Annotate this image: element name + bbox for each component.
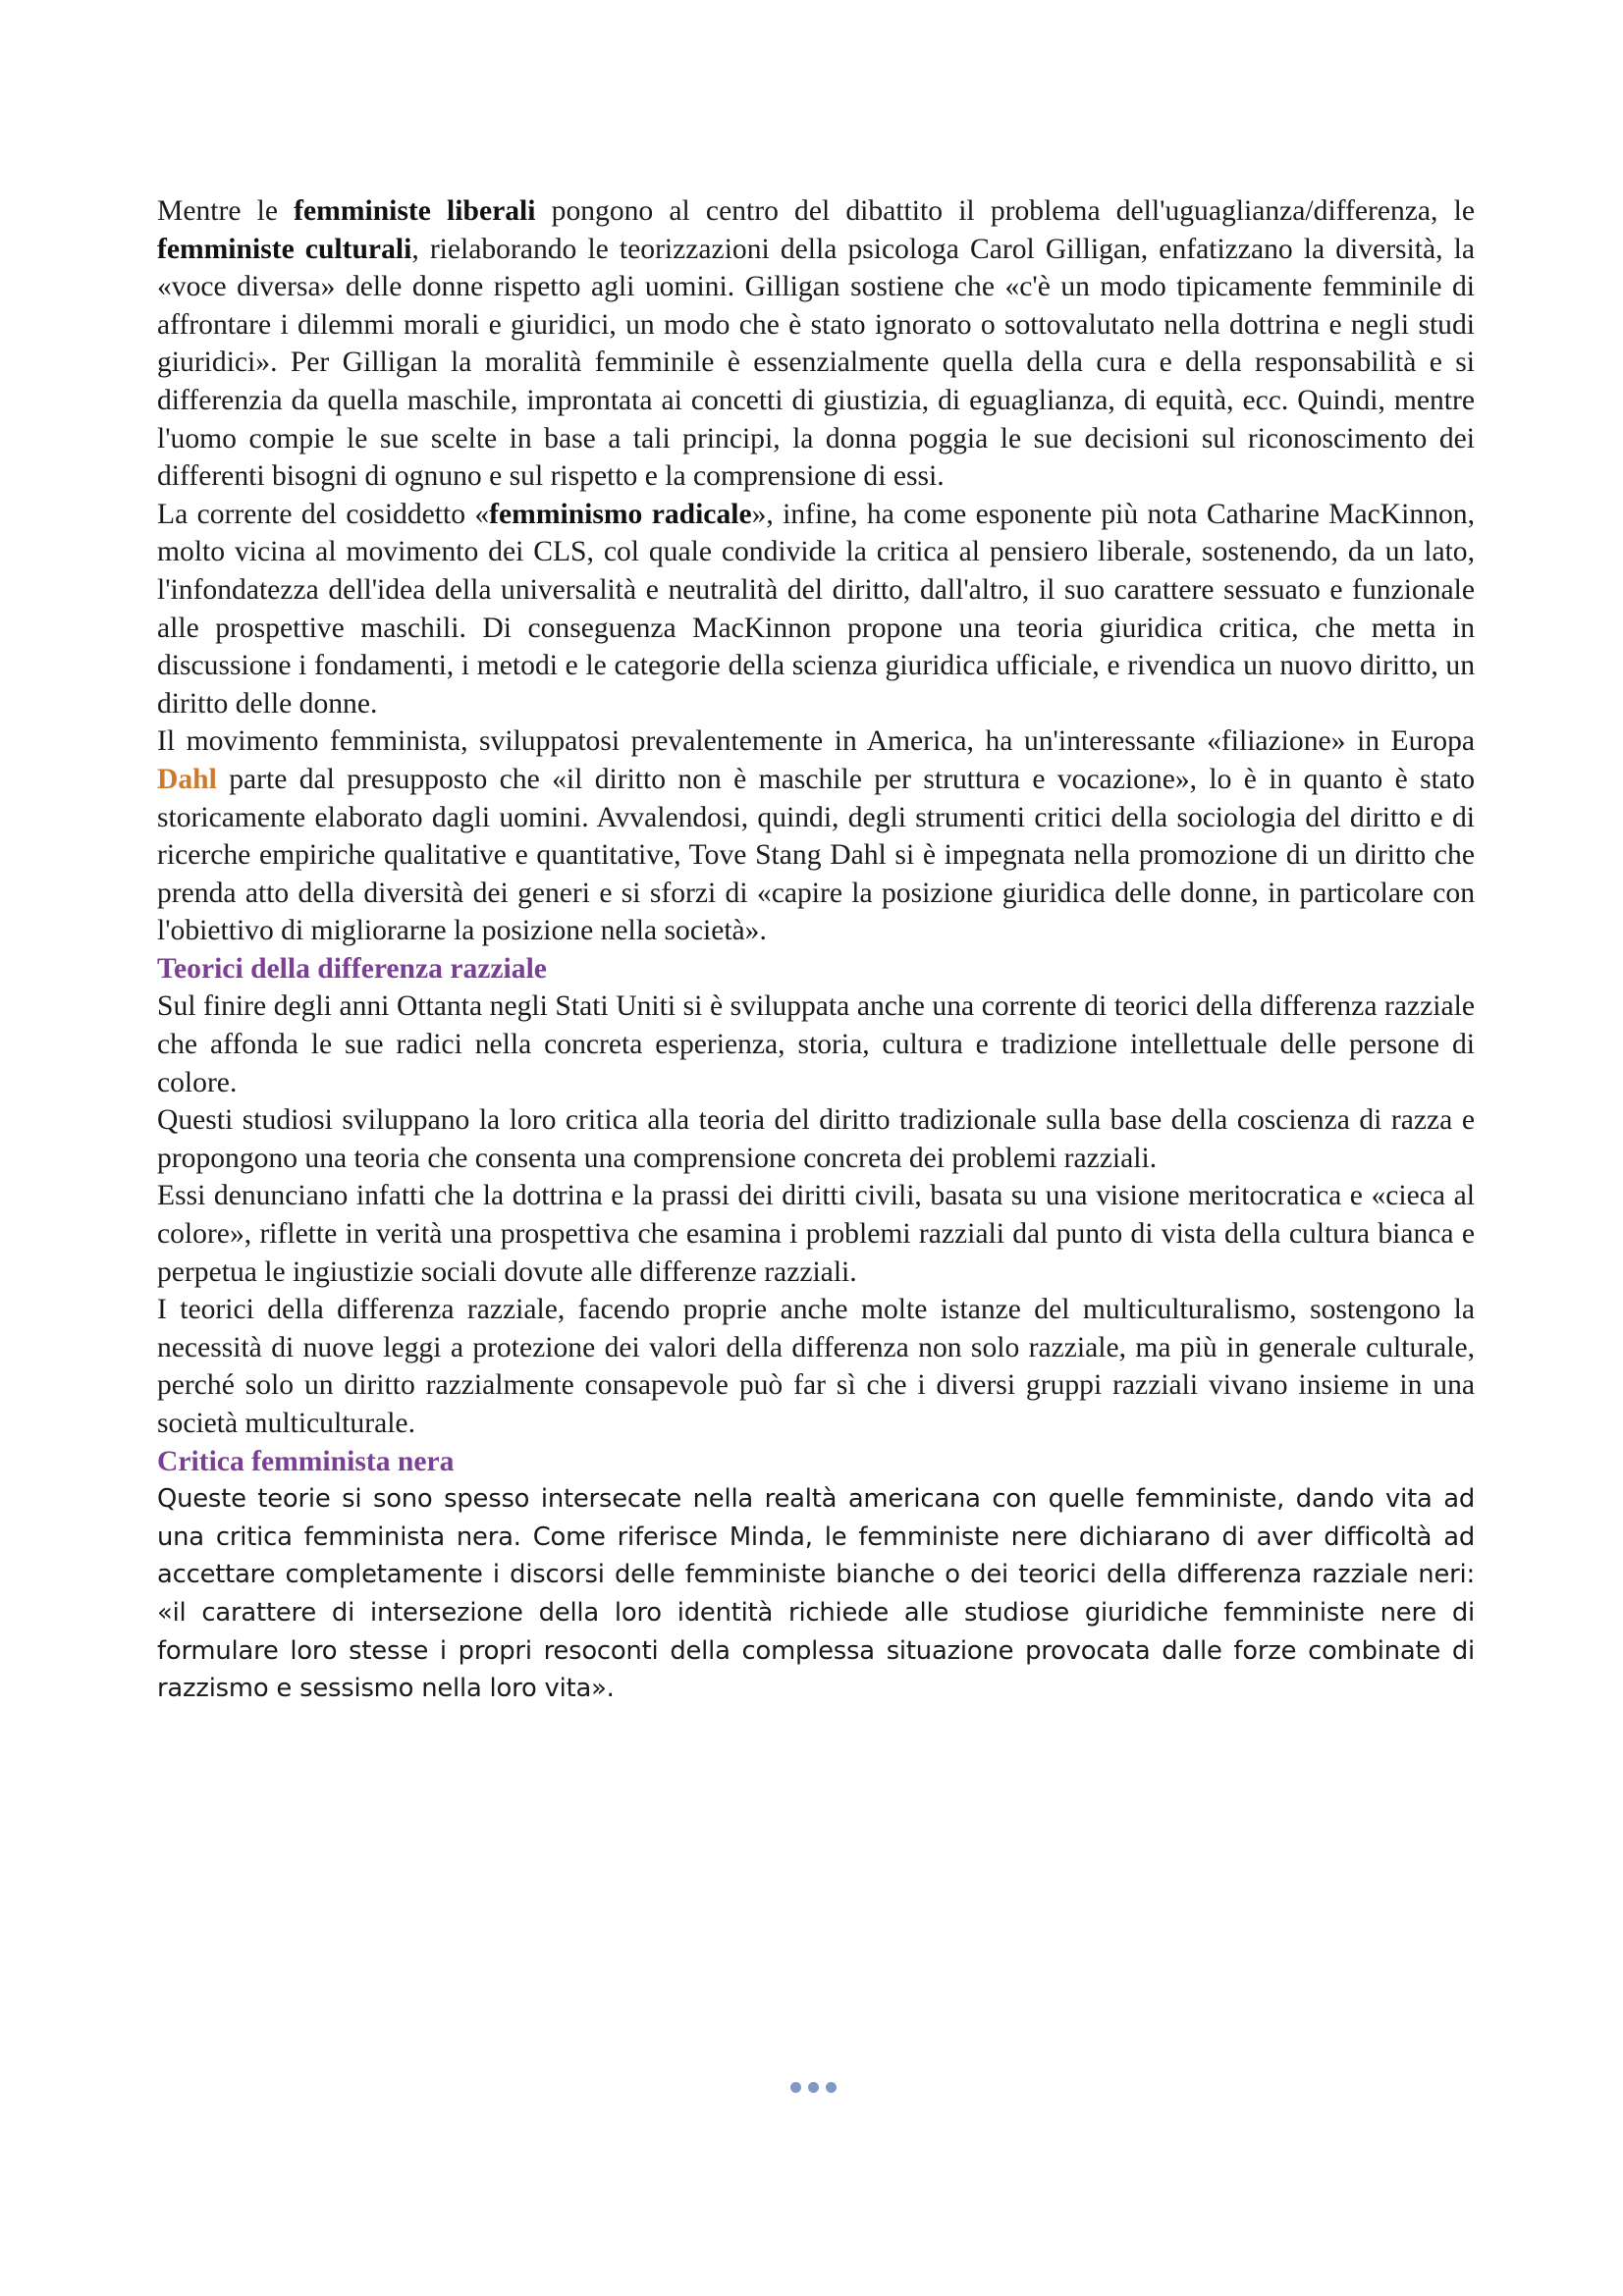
highlighted-name-dahl: Dahl [157, 763, 217, 795]
section-heading-racial-difference: Teorici della differenza razziale [157, 952, 547, 985]
pager-dot-icon [808, 2082, 819, 2093]
paragraph-civil-rights-critique: Essi denunciano infatti che la dottrina e la prassi dei diritti civili, basata su una visione meritocratica e «cieca al colore», riflette in verità una prospettiva che esamina i problemi razziali dal punto di vista della cultura bianca e perpetua le ingiustizie sociali dovute alle differenze razziali. [157, 1180, 1475, 1288]
paragraph-radical-feminism: La corrente del cosiddetto «femminismo radicale», infine, ha come esponente più nota Catharine MacKinnon, molto vicina al movimento dei CLS, col quale condivide la critica al pensiero liberale, sostenendo, da un lato, l'infondatezza dell'idea della universalità e neutralità del diritto, dall'altro, il suo carattere sessuato e funzionale alle prospettive maschili. Di conseguenza MacKinnon propone una teoria giuridica critica, che metta in discussione i fondamenti, i metodi e le categorie della scienza giuridica ufficiale, e rivendica un nuovo diritto, un diritto delle donne. [157, 498, 1475, 720]
paragraph-racial-theorists-origin: Sul finire degli anni Ottanta negli Stati Uniti si è sviluppata anche una corrente di teorici della differenza razziale che affonda le sue radici nella concreta esperienza, storia, cultura e tradizione intellettuale delle persone di colore. [157, 990, 1475, 1098]
paragraph-black-feminist: Queste teorie si sono spesso intersecate nella realtà americana con quelle femministe, dando vita ad una critica femminista nera. Come riferisce Minda, le femministe nere dichiarano di aver difficoltà ad accettare completamente i discorsi delle femministe bianche o dei teorici della differenza razziale neri: «il carattere di intersezione della loro identità richiede alle studiose giuridiche femministe nere di formulare loro stesse i propri resoconti della complessa situazione provocata dalle forze combinate di razzismo e sessismo nella loro vita». [157, 1484, 1475, 1704]
term-femministe-liberali: femministe liberali [294, 195, 536, 227]
term-femministe-culturali: femministe culturali [157, 233, 412, 265]
page-indicator [790, 2082, 837, 2093]
paragraph-feminist-liberal-cultural: Mentre le femministe liberali pongono al centro del dibattito il problema dell'uguaglianza/differenza, le femministe culturali, rielaborando le teorizzazioni della psicologa Carol Gilligan, enfatizzano la diversità, la «voce diversa» delle donne rispetto agli uomini. Gilligan sostiene che «c'è un modo tipicamente femminile di affrontare i dilemmi morali e giuridici, un modo che è stato ignorato o sottovalutato nella dottrina e negli studi giuridici». Per Gilligan la moralità femminile è essenzialmente quella della cura e della responsabilità e si differenzia da quella maschile, improntata ai concetti di giustizia, di eguaglianza, di equità, ecc. Quindi, mentre l'uomo compie le sue scelte in base a tali principi, la donna poggia le sue decisioni sul riconoscimento dei differenti bisogni di ognuno e sul rispetto e la comprensione di essi. [157, 195, 1475, 493]
pager-dot-icon [826, 2082, 837, 2093]
paragraph-racial-critique: Questi studiosi sviluppano la loro critica alla teoria del diritto tradizionale sulla base della coscienza di razza e propongono una teoria che consenta una comprensione concreta dei problemi razziali. [157, 1104, 1475, 1174]
pager-dot-icon [790, 2082, 801, 2093]
term-femminismo-radicale: femminismo radicale [489, 498, 752, 530]
section-heading-black-feminist-critique: Critica femminista nera [157, 1445, 455, 1477]
paragraph-multiculturalism: I teorici della differenza razziale, facendo proprie anche molte istanze del multiculturalismo, sostengono la necessità di nuove leggi a protezione dei valori della differenza non solo razziale, ma più in generale culturale, perché solo un diritto razzialmente consapevole può far sì che i diversi gruppi razziali vivano insieme in una società multiculturale. [157, 1294, 1475, 1439]
paragraph-dahl: Il movimento femminista, sviluppatosi prevalentemente in America, ha un'interessante «filiazione» in Europa Dahl parte dal presupposto che «il diritto non è maschile per struttura e vocazione», lo è in quanto è stato storicamente elaborato dagli uomini. Avvalendosi, quindi, degli strumenti critici della sociologia del diritto e di ricerche empiriche qualitative e quantitative, Tove Stang Dahl si è impegnata nella promozione di un diritto che prenda atto della diversità dei generi e si sforzi di «capire la posizione giuridica delle donne, in particolare con l'obiettivo di migliorarne la posizione nella società». [157, 725, 1475, 947]
document-body [157, 192, 1475, 1708]
